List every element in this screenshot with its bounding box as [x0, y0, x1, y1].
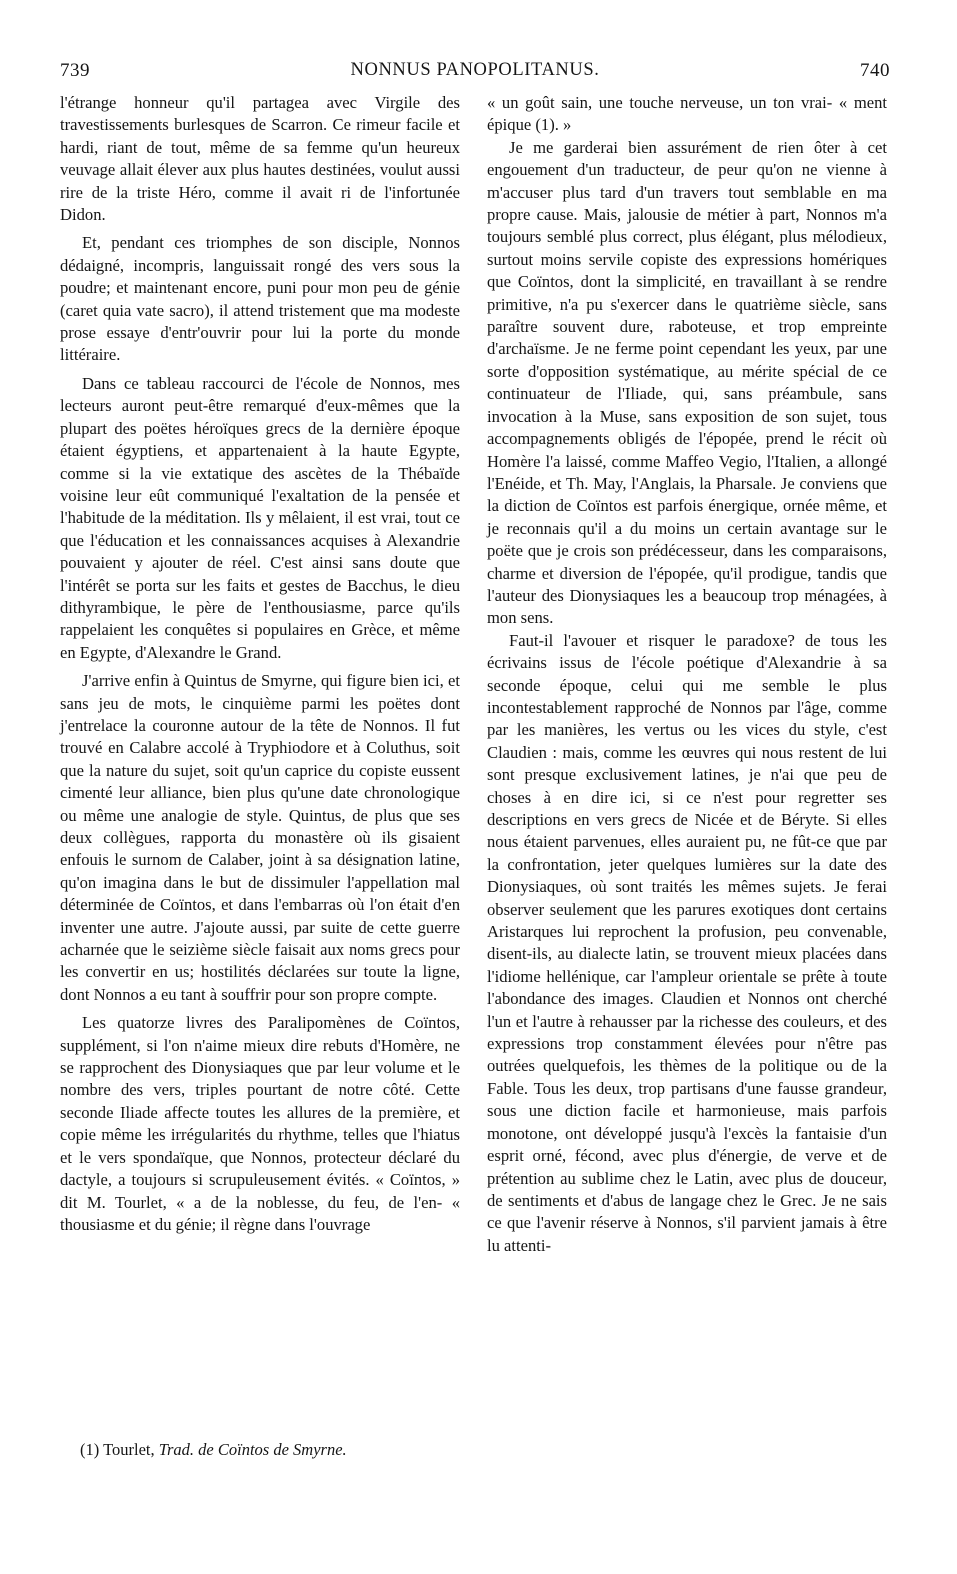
left-paragraph-2: Et, pendant ces triomphes de son disciple, Nonnos dédaigné, incompris, languissait rongé des vers sous la poudre; et maintenant encore, puni pour mon peu de génie (caret quia vate sacro), il attend tristement que ma modeste prose essaye d'entr'ouvrir pour lui la porte du monde littéraire.	[60, 233, 460, 365]
footnote-author: Tourlet,	[103, 1440, 155, 1459]
footnote-marker: (1)	[80, 1440, 100, 1459]
right-paragraph-3: Faut-il l'avouer et risquer le paradoxe? de tous les écrivains issus de l'école poétique d'Alexandrie à sa seconde époque, celui qui me semble le plus incontestablement rapproché de Nonnos par l'âge, comme par les manières, les vertus ou les vices du style, c'est Claudien : mais, comme les œuvres qui nous restent de lui sont presque exclusivement latines, je n'ai que peu de choses à en dire ici, si ce n'est pour regretter ses descriptions en vers grecs de Nicée et de Béryte. Si elles nous étaient parvenues, elles auraient pu, ne fût-ce que par la confrontation, jeter quelques lumières sur la date des Dionysiaques, où sont traités les mêmes sujets. Je ferai observer seulement que les parures exotiques dont certains Aristarques lui reprochent la profusion, peu convenable, disent-ils, au dialecte latin, se trouvent mieux placées dans l'idiome hellénique, car l'ampleur orientale se prête à toute l'abondance des images. Claudien et Nonnos ont cherché l'un et l'autre à rehausser par la richesse des couleurs, et des expressions trop constamment élevées pour n'être pas outrées quelquefois, les thèmes de la politique ou de la Fable. Tous les deux, trop partisans d'une fausse grandeur, sous une diction facile et harmonieuse, mais parfois monotone, ont développé jusqu'à l'excès la fantaisie d'un esprit orné, fécond, avec plus d'énergie, de verve et de prétention au sublime chez le Latin, avec plus de douceur, de sentiments et d'abus de langage chez le Grec. Je ne sais ce que l'avenir réserve à Nonnos, s'il parvient jamais à être lu attenti-	[487, 630, 887, 1255]
page-number-left: 739	[60, 60, 90, 81]
left-paragraph-5: Les quatorze livres des Paralipomènes de Coïntos, supplément, si l'on n'aime mieux dire rebuts d'Homère, ne se rapprochent des Dionysiaques que par leur volume et le nombre des vers, triples pourtant de notre côté. Cette seconde Iliade affecte toutes les allures de la première, et copie même les irrégularités du rhythme, telles que l'hiatus et le vers spondaïque, que Nonnos, protecteur déclaré du dactyle, a toujours si scrupuleusement évités. « Coïntos, » dit M. Tourlet, « a de la noblesse, du feu, de l'en- « thousiasme et du génie; il règne dans l'ouvrage	[60, 1013, 460, 1234]
footnote	[80, 1440, 347, 1460]
right-paragraph-2: Je me garderai bien assurément de rien ôter à cet engouement d'un traducteur, de peur qu'on ne vienne à m'accuser plus tard d'un travers tout semblable en ma propre cause. Mais, jalousie de métier à part, Nonnos m'a toujours semblé plus correct, plus élégant, plus mélodieux, surtout moins servile copiste des expressions homériques que Coïntos, dont la simplicité, en travaillant à se rendre primitive, n'a pu s'exercer dans le quatrième siècle, sans paraître souvent dure, raboteuse, et trop empreinte d'archaïsme. Je ne ferme point cependant les yeux, par une sorte d'opposition systématique, au mérite spécial de ce continuateur de l'Iliade, qui, sans préambule, sans invocation à la Muse, sans exposition de son sujet, tous accompagnements obligés de l'épopée, prend le récit où Homère l'a laissé, comme Maffeo Vegio, l'Italien, a allongé l'Enéide, et Th. May, l'Anglais, la Pharsale. Je conviens que la diction de Coïntos est parfois énergique, ornée même, et je reconnais qu'il a du moins un certain avantage sur le poëte que je crois son prédécesseur, dans les comparaisons, charme et diversion de l'épopée, qu'il prodigue, tandis que l'auteur des Dionysiaques les a beaucoup trop ménagées, à mon sens.	[487, 137, 887, 628]
left-column	[60, 92, 460, 1236]
footnote-work: Trad. de Coïntos de Smyrne.	[158, 1440, 347, 1459]
right-column	[487, 92, 887, 1257]
running-header	[60, 60, 890, 88]
right-paragraph-1: « un goût sain, une touche nerveuse, un ton vrai- « ment épique (1). »	[487, 93, 887, 135]
left-paragraph-3: Dans ce tableau raccourci de l'école de Nonnos, mes lecteurs auront peut-être remarqué d'eux-mêmes que la plupart des poëtes héroïques grecs de la dernière époque étaient égyptiens, et appartenaient à la haute Egypte, comme si la vie extatique des ascètes de la Thébaïde voisine leur eût communiqué l'exaltation de la pensée et l'habitude de la méditation. Ils y mêlaient, il est vrai, tout ce que l'éducation et les connaissances acquises à Alexandrie pouvaient y ajouter de réel. C'est ainsi sans doute que l'intérêt se porta sur les faits et gestes de Bacchus, le dieu dithyrambique, le père de l'enthousiasme, parce qu'ils rappelaient les conquêtes si populaires en Grèce, et même en Egypte, d'Alexandre le Grand.	[60, 373, 460, 662]
left-paragraph-1: l'étrange honneur qu'il partagea avec Virgile des travestissements burlesques de Scarron. Ce rimeur facile et hardi, riant de tout, même de sa femme qu'un heureux veuvage allait élever aux plus hautes destinées, voulut aussi rire de la triste Héro, comme il avait ri de l'infortunée Didon.	[60, 93, 460, 225]
left-paragraph-4: J'arrive enfin à Quintus de Smyrne, qui figure bien ici, et sans jeu de mots, le cinquième parmi les poëtes dont j'entrelace la couronne autour de la tête de Nonnos. Il fut trouvé en Calabre accolé à Tryphiodore et à Coluthus, soit que la nature du sujet, soit qu'un caprice du copiste eussent cimenté leur alliance, bien plus qu'une date chronologique ou même une analogie de style. Quintus, de plus que ses deux collègues, rapporta du monastère où ils gisaient enfouis le surnom de Calaber, joint à sa désignation latine, qu'on imagina dans le but de dissimuler l'appellation mal déterminée de Coïntos, et dans l'embarras où l'on était d'en inventer une autre. J'ajoute aussi, par suite de cette guerre acharnée que le seizième siècle faisait aux noms grecs pour les convertir en us; hostilités déclarées sur toute la ligne, dont Nonnos a eu tant à souffrir pour son propre compte.	[60, 671, 460, 1004]
running-title: NONNUS PANOPOLITANUS.	[350, 60, 600, 80]
page-number-right: 740	[860, 60, 890, 81]
